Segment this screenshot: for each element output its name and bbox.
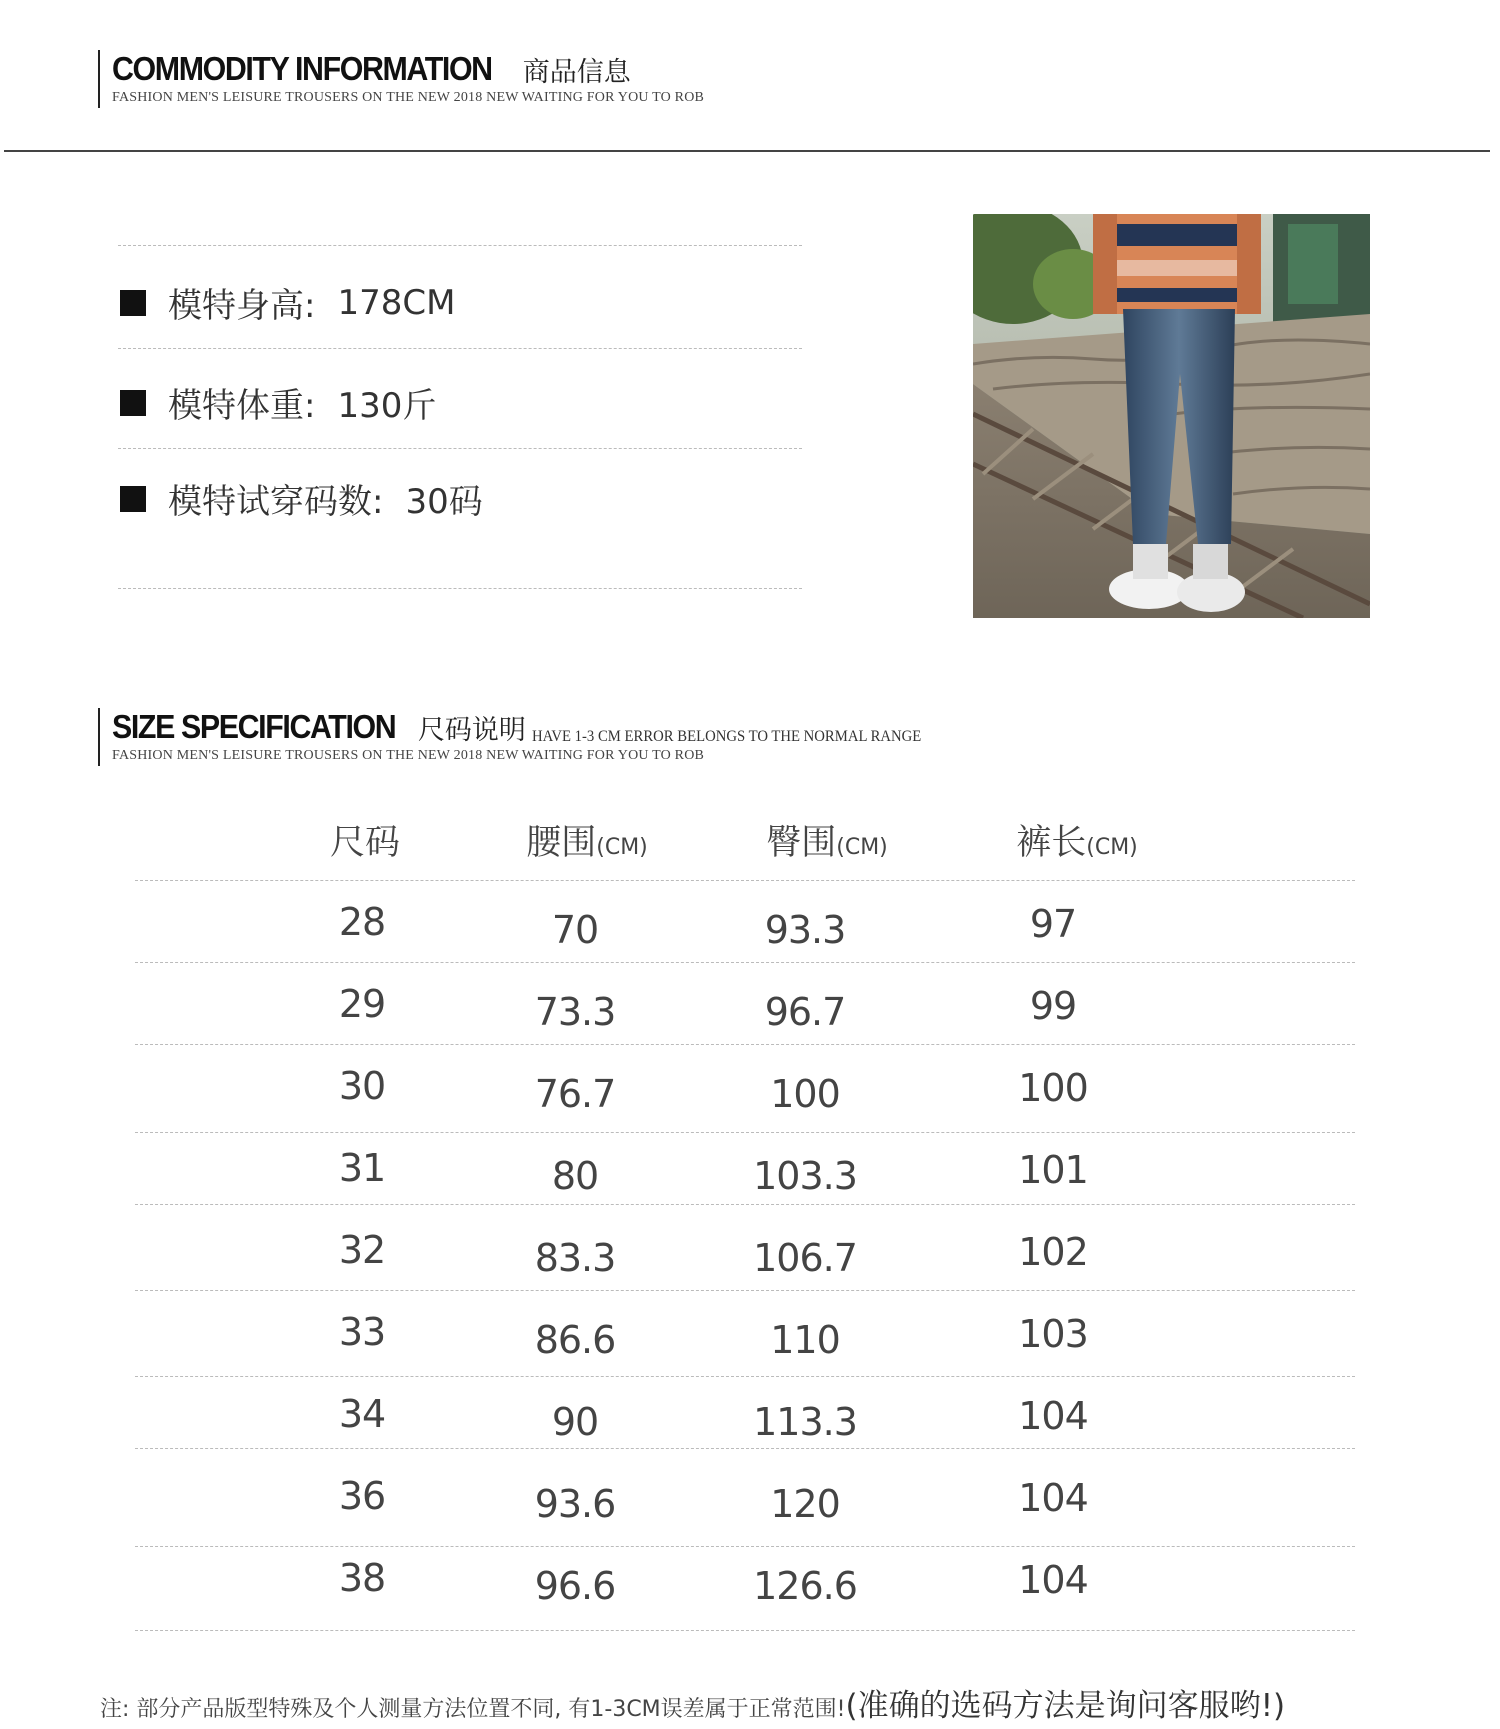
table-divider bbox=[135, 1044, 1355, 1045]
model-divider bbox=[118, 588, 802, 589]
table-row bbox=[135, 900, 1355, 960]
cell-size: 36 bbox=[338, 1474, 386, 1518]
bullet-square-icon bbox=[120, 486, 146, 512]
table-divider bbox=[135, 962, 1355, 963]
cell-hip: 113.3 bbox=[753, 1400, 857, 1444]
cell-length: 104 bbox=[1018, 1476, 1088, 1520]
table-row bbox=[135, 1474, 1355, 1534]
cell-hip: 106.7 bbox=[753, 1236, 857, 1280]
cell-length: 104 bbox=[1018, 1394, 1088, 1438]
cell-size: 33 bbox=[338, 1310, 386, 1354]
cell-waist: 90 bbox=[551, 1400, 599, 1444]
model-size-row bbox=[120, 474, 483, 523]
cell-size: 34 bbox=[338, 1392, 386, 1436]
size-spec-header bbox=[98, 708, 955, 766]
cell-hip: 110 bbox=[770, 1318, 840, 1362]
size-spec-subtitle: FASHION MEN'S LEISURE TROUSERS ON THE NEW 2018 NEW WAITING FOR YOU TO ROB bbox=[112, 748, 705, 763]
cell-size: 31 bbox=[338, 1146, 386, 1190]
model-divider bbox=[118, 245, 802, 246]
commodity-title-en: COMMODITY INFORMATION bbox=[112, 50, 492, 87]
cell-waist: 73.3 bbox=[534, 990, 616, 1034]
table-divider bbox=[135, 1546, 1355, 1547]
table-row bbox=[135, 982, 1355, 1042]
table-divider bbox=[135, 1132, 1355, 1133]
model-height-value: 178CM bbox=[337, 282, 456, 323]
footer-note-small: 注: 部分产品版型特殊及个人测量方法位置不同, 有1-3CM误差属于正常范围! bbox=[100, 1697, 846, 1722]
commodity-title-cn: 商品信息 bbox=[522, 56, 631, 88]
cell-size: 38 bbox=[338, 1556, 386, 1600]
cell-waist: 76.7 bbox=[534, 1072, 616, 1116]
cell-waist: 86.6 bbox=[534, 1318, 616, 1362]
cell-waist: 70 bbox=[551, 908, 599, 952]
cell-size: 29 bbox=[338, 982, 386, 1026]
table-divider bbox=[135, 880, 1355, 881]
table-divider bbox=[135, 1448, 1355, 1449]
table-row bbox=[135, 1556, 1355, 1616]
table-divider bbox=[135, 1376, 1355, 1377]
table-row bbox=[135, 1392, 1355, 1452]
model-size-value: 30码 bbox=[405, 482, 483, 522]
cell-hip: 126.6 bbox=[753, 1564, 857, 1608]
cell-hip: 103.3 bbox=[753, 1154, 857, 1198]
table-divider bbox=[135, 1204, 1355, 1205]
commodity-subtitle: FASHION MEN'S LEISURE TROUSERS ON THE NEW 2018 NEW WAITING FOR YOU TO ROB bbox=[112, 90, 705, 105]
table-divider bbox=[135, 1630, 1355, 1631]
header-length: 裤长(CM) bbox=[1016, 823, 1138, 863]
cell-length: 100 bbox=[1018, 1066, 1088, 1110]
model-weight-row bbox=[120, 378, 436, 427]
table-row bbox=[135, 1064, 1355, 1124]
table-row bbox=[135, 1146, 1355, 1206]
table-row bbox=[135, 1310, 1355, 1370]
header-divider bbox=[4, 150, 1490, 152]
model-divider bbox=[118, 348, 802, 349]
size-spec-title-en: SIZE SPECIFICATION bbox=[112, 708, 396, 745]
model-height-label: 模特身高: bbox=[168, 286, 316, 326]
model-divider bbox=[118, 448, 802, 449]
cell-waist: 96.6 bbox=[534, 1564, 616, 1608]
model-weight-value: 130斤 bbox=[337, 386, 437, 426]
commodity-title-line bbox=[112, 50, 712, 88]
model-height-row bbox=[120, 278, 455, 327]
model-photo-icon bbox=[973, 214, 1370, 618]
cell-hip: 120 bbox=[770, 1482, 840, 1526]
cell-waist: 80 bbox=[551, 1154, 599, 1198]
cell-size: 28 bbox=[338, 900, 386, 944]
header-size: 尺码 bbox=[329, 823, 401, 863]
cell-length: 103 bbox=[1018, 1312, 1088, 1356]
model-photo bbox=[973, 214, 1370, 618]
cell-length: 97 bbox=[1029, 902, 1077, 946]
model-size-label: 模特试穿码数: bbox=[168, 482, 384, 522]
bullet-square-icon bbox=[120, 390, 146, 416]
cell-hip: 93.3 bbox=[764, 908, 846, 952]
cell-length: 99 bbox=[1029, 984, 1077, 1028]
size-table-header bbox=[135, 815, 1355, 875]
size-spec-title-cn: 尺码说明 bbox=[417, 714, 526, 746]
footer-note-big: (准确的选码方法是询问客服哟!) bbox=[845, 1688, 1286, 1724]
cell-length: 102 bbox=[1018, 1230, 1088, 1274]
cell-size: 30 bbox=[338, 1064, 386, 1108]
size-spec-title-line bbox=[112, 708, 955, 746]
cell-length: 101 bbox=[1018, 1148, 1088, 1192]
cell-hip: 96.7 bbox=[764, 990, 846, 1034]
header-hip: 臀围(CM) bbox=[766, 823, 888, 863]
cell-length: 104 bbox=[1018, 1558, 1088, 1602]
model-weight-label: 模特体重: bbox=[168, 386, 316, 426]
footer-note bbox=[100, 1680, 1285, 1725]
cell-hip: 100 bbox=[770, 1072, 840, 1116]
cell-waist: 93.6 bbox=[534, 1482, 616, 1526]
table-divider bbox=[135, 1290, 1355, 1291]
table-row bbox=[135, 1228, 1355, 1288]
bullet-square-icon bbox=[120, 290, 146, 316]
header-waist: 腰围(CM) bbox=[526, 823, 648, 863]
cell-waist: 83.3 bbox=[534, 1236, 616, 1280]
commodity-header bbox=[98, 50, 712, 108]
size-spec-note: HAVE 1-3 CM ERROR BELONGS TO THE NORMAL RANGE bbox=[531, 728, 922, 745]
cell-size: 32 bbox=[338, 1228, 386, 1272]
